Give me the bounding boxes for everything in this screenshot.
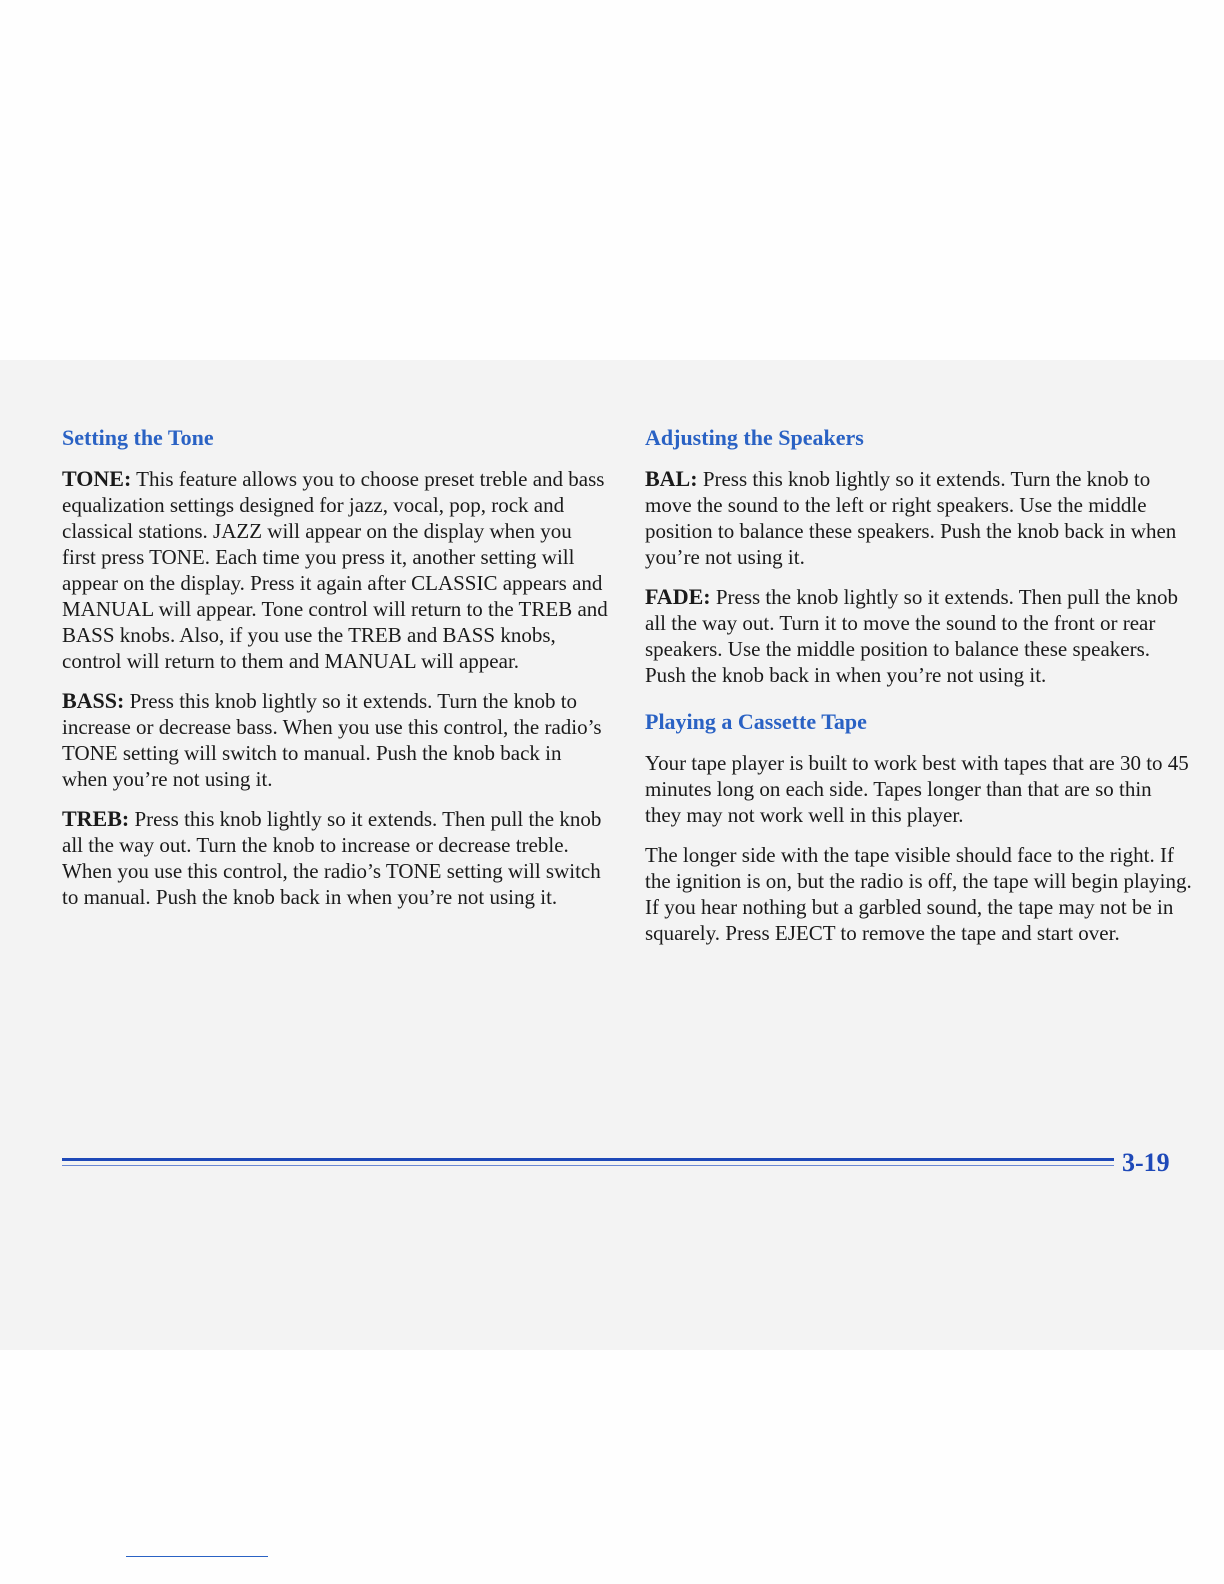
footer-rule [62, 1156, 1114, 1170]
heading-playing-a-cassette-tape: Playing a Cassette Tape [645, 709, 867, 734]
footer-rule-thin [62, 1165, 1114, 1166]
label-fade: FADE: [645, 584, 711, 609]
paragraph-fade [645, 584, 1193, 688]
paragraph-tape-length: Your tape player is built to work best with tapes that are 30 to 45 minutes long on each side. Tapes longer than that are so thin they may not work well in this player. [645, 751, 1189, 827]
paragraph-tone [62, 466, 610, 674]
paragraph-tape-insert: The longer side with the tape visible should face to the right. If the ignition is on, but the radio is off, the tape will begin playing. If you hear nothing but a garbled sound, the tape may not be in squarely. Press EJECT to remove the tape and start over. [645, 843, 1192, 945]
label-bass: BASS: [62, 688, 125, 713]
text-treb: Press this knob lightly so it extends. Then pull the knob all the way out. Turn the knob to increase or decrease treble. When you use this control, the radio’s TONE setting will switch to manual. Push the knob back in when you’re not using it. [62, 807, 602, 909]
page-number: 3-19 [1122, 1148, 1170, 1177]
text-fade: Press the knob lightly so it extends. Then pull the knob all the way out. Turn it to move the sound to the front or rear speakers. Use the middle position to balance these speakers. Push the knob back in when you’re not using it. [645, 585, 1179, 687]
heading-adjusting-the-speakers: Adjusting the Speakers [645, 425, 864, 450]
left-column [62, 424, 610, 924]
footer-rule-thick [62, 1158, 1114, 1161]
text-bass: Press this knob lightly so it extends. Turn the knob to increase or decrease bass. When you use this control, the radio’s TONE setting will switch to manual. Push the knob back in when you’re not using it. [62, 689, 602, 791]
label-treb: TREB: [62, 806, 130, 831]
heading-setting-the-tone: Setting the Tone [62, 425, 214, 450]
paragraph-treb [62, 806, 610, 910]
paragraph-bal [645, 466, 1193, 570]
label-tone: TONE: [62, 466, 132, 491]
bottom-rule [126, 1556, 268, 1557]
label-bal: BAL: [645, 466, 698, 491]
paragraph-bass [62, 688, 610, 792]
text-bal: Press this knob lightly so it extends. Turn the knob to move the sound to the left or right speakers. Use the middle position to balance these speakers. Push the knob back in when you’re not using it. [645, 467, 1177, 569]
text-tone: This feature allows you to choose preset treble and bass equalization settings designed for jazz, vocal, pop, rock and classical stations. JAZZ will appear on the display when you first press TONE. Each time you press it, another setting will appear on the display. Press it again after CLASSIC appears and MANUAL will appear. Tone control will return to the TREB and BASS knobs. Also, if you use the TREB and BASS knobs, control will return to them and MANUAL will appear. [62, 467, 608, 673]
right-column [645, 424, 1193, 960]
